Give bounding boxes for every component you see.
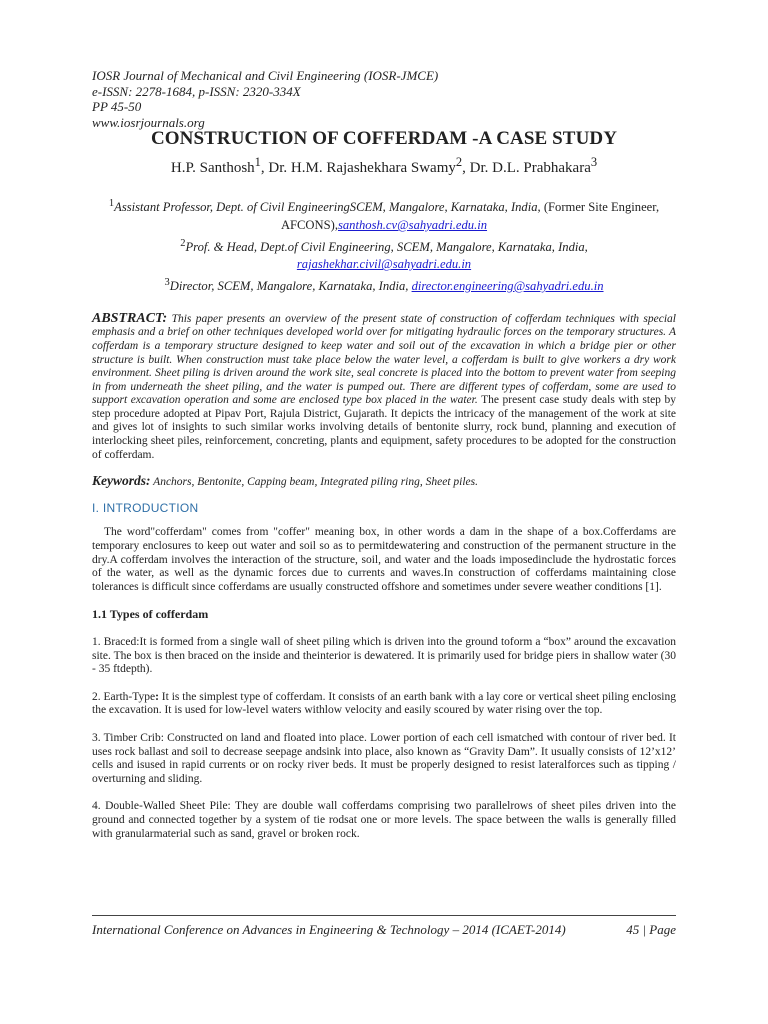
affiliation-1 xyxy=(92,195,676,234)
affiliation-3 xyxy=(92,274,676,296)
list-item-double-walled: 4. Double-Walled Sheet Pile: They are double wall cofferdams comprising two parallelrows of sheet piles driven into the ground and connected together by a system of tie rodsat one or more levels. The space between the walls is generally filled with granularmaterial such as sand, gravel or broken rock. xyxy=(92,800,676,840)
abstract xyxy=(92,312,676,463)
page-body xyxy=(92,68,676,841)
list-item-braced: 1. Braced:It is formed from a single wall of sheet piling which is driven into the ground toform a “box” around the excavation site. The box is then braced on the inside and theinterior is dewatered. It is primarily used for bridge piers in shallow water (30 - 35 ftdepth). xyxy=(92,636,676,676)
section-heading-introduction: I. INTRODUCTION xyxy=(92,500,199,515)
affiliation-2-sup: 2 xyxy=(180,237,186,249)
affiliation-3-sup: 3 xyxy=(164,276,170,288)
affiliations xyxy=(92,195,676,296)
author-3-sup: 3 xyxy=(590,154,598,169)
affiliation-1-text: Assistant Professor, Dept. of Civil EngineeringSCEM, Mangalore, Karnataka, India, xyxy=(114,200,541,215)
affiliation-3-text: Director, SCEM, Mangalore, Karnataka, India, xyxy=(169,279,409,294)
keywords xyxy=(92,474,676,490)
email-link-2[interactable]: rajashekhar.civil@sahyadri.edu.in xyxy=(296,257,472,272)
email-link-3[interactable]: director.engineering@sahyadri.edu.in xyxy=(411,279,604,294)
journal-website: www.iosrjournals.org xyxy=(92,114,205,130)
author-2: , Dr. H.M. Rajashekhara Swamy xyxy=(260,159,456,176)
journal-name: IOSR Journal of Mechanical and Civil Engineering (IOSR-JMCE) xyxy=(92,68,439,83)
introduction-paragraph: The word"cofferdam" comes from "coffer" meaning box, in other words a dam in the shape of a box.Cofferdams are temporary enclosures to keep out water and soil so as to permitdewatering and construction of the permanent structure in the dry.A cofferdam involves the interaction of the structure, soil, and water and the loads imposedinclude the hydrostatic forces of the water, as well as the dynamic forces due to currents and waves.In construction of cofferdams maintaining close tolerances is difficult since cofferdams are usually constructed offshore and sometimes under severe weather conditions [1]. xyxy=(92,526,676,593)
affiliation-2 xyxy=(92,235,676,257)
affiliation-2-text: Prof. & Head, Dept.of Civil Engineering, SCEM, Mangalore, Karnataka, India, xyxy=(185,239,588,254)
affiliation-1-sup: 1 xyxy=(108,198,115,210)
list-item-timber-crib: 3. Timber Crib: Constructed on land and floated into place. Lower portion of each cell ismatched with contour of river bed. It uses rock ballast and soil to decrease seepage andsink into place, also known as “Gravity Dam”. It usually consists of 12’x12’ cells and isused in rapid currents or on rocky river beds. It must be properly designed to resist lateralforces such as tipping / overturning and sliding. xyxy=(92,731,676,785)
journal-issn: e-ISSN: 2278-1684, p-ISSN: 2320-334X xyxy=(92,83,301,99)
abstract-label: ABSTRACT: xyxy=(92,310,168,326)
email-link-1[interactable]: santhosh.cv@sahyadri.edu.in xyxy=(337,217,488,232)
list-item-earth-type-colon: : xyxy=(155,690,159,703)
author-3: , Dr. D.L. Prabhakara xyxy=(462,159,591,176)
abstract-italic-text: This paper presents an overview of the present state of construction of cofferdam techniques with special emphasis and a brief on other techniques developed world over for mitigating hydraulic forces on the temporary structures. A cofferdam is a temporary structure designed to keep water and soil out of the excavation in which a bridge pier or other structure is built. When construction must take place below the water level, a cofferdam is built to give workers a dry work environment. Sheet piling is driven around the work site, seal concrete is placed into the bottom to prevent water from seeping in from underneath the sheet piling, and the water is pumped out. There are different types of cofferdam, some are used to support excavation operation and some are enclosed type box placed in the water. xyxy=(92,312,676,407)
subsection-heading-types: 1.1 Types of cofferdam xyxy=(92,607,209,622)
affiliation-2-email-line xyxy=(92,256,676,274)
list-item-earth-type-text: It is the simplest type of cofferdam. It consists of an earth bank with a lay core or vertical sheet piling enclosing the excavation. It is used for low-level waters withlow velocity and easily scoured by water rising over the top. xyxy=(92,690,676,717)
authors-line xyxy=(92,156,676,176)
list-item-earth-type-lead: 2. Earth-Type xyxy=(92,690,156,703)
author-2-sup: 2 xyxy=(455,154,463,169)
page-footer xyxy=(92,915,676,938)
list-item-earth-type xyxy=(92,691,676,718)
footer-conference: International Conference on Advances in Engineering & Technology – 2014 (ICAET-2014) xyxy=(92,922,566,937)
author-1-sup: 1 xyxy=(254,154,261,169)
journal-pages: PP 45-50 xyxy=(92,99,142,114)
paper-title: CONSTRUCTION OF COFFERDAM -A CASE STUDY xyxy=(150,128,618,149)
author-1: H.P. Santhosh xyxy=(170,159,255,176)
abstract-text: The present case study deals with step by step procedure adopted at Pipav Port, Rajula District, Gujarath. It depicts the intricacy of the management of the work at site and gives lot of insights to such similar works involving details of bentonite slurry, rock bund, planning and execution of interlocking sheet piles, reinforcement, concreting, plants and equipment, safety procedures to be adopted for the construction of cofferdam. xyxy=(92,394,676,461)
keywords-text: Anchors, Bentonite, Capping beam, Integrated piling ring, Sheet piles. xyxy=(150,476,478,489)
footer-page-number: 45 | Page xyxy=(626,922,676,937)
affiliation-1-extra: (Former Site Engineer, AFCONS), xyxy=(280,200,660,232)
keywords-label: Keywords: xyxy=(92,473,151,489)
journal-header xyxy=(92,68,676,130)
